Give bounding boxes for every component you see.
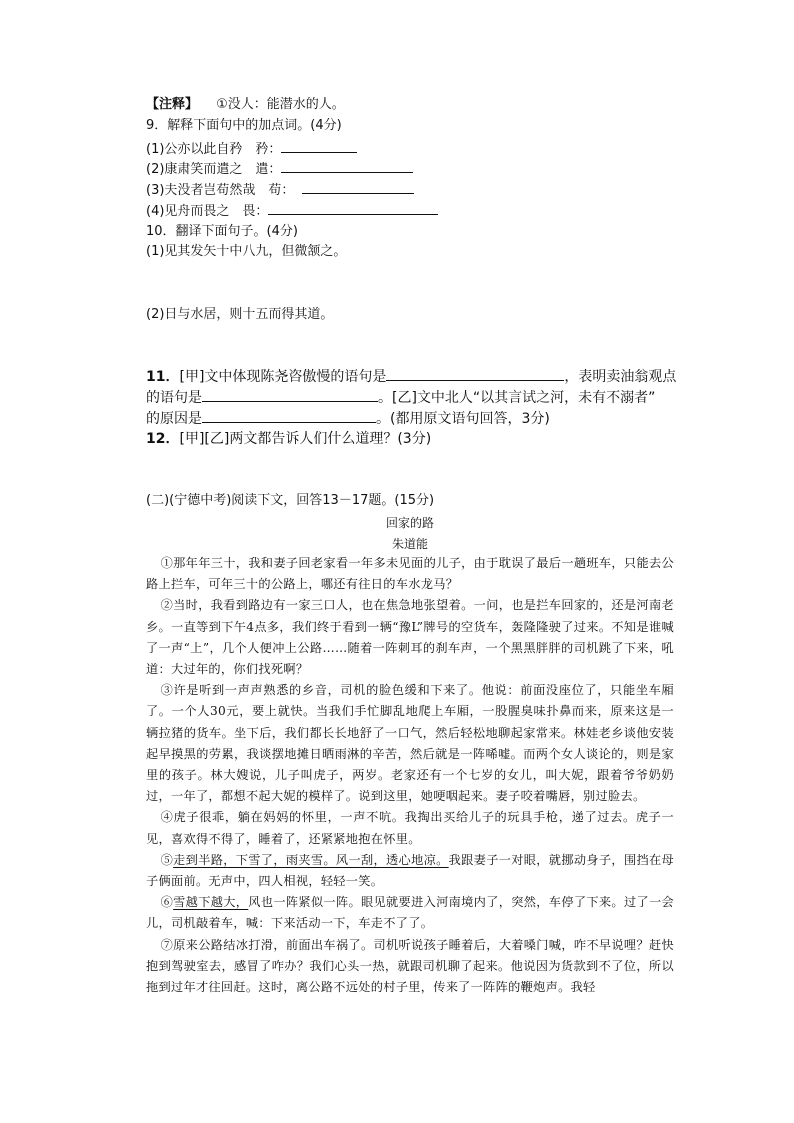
question-12-number: 12． [146,431,180,447]
story-author: 朱道能 [391,537,428,551]
story-paragraph-5: ⑤走到半路，下雪了，雨夹雪。风一刮，透心地凉。我跟妻子一对眼，就挪动身子，围挡在母子俩面前。无声中，四人相视，轻轻一笑。 [146,852,674,889]
story-title: 回家的路 [385,516,434,530]
answer-blank[interactable] [281,139,357,153]
question-9-item-2: (2)康肃笑而遣之 遣： [146,159,413,179]
question-10-item-2: (2)日与水居，则十五而得其道。 [146,307,334,322]
question-9-item-1: (1)公亦以此自矜 矜： [146,139,357,159]
story-paragraph-1: ①那年年三十，我和妻子回老家看一年多未见面的儿子，由于耽误了最后一趟班车，只能去公路上拦车，可年三十的公路上，哪还有往日的车水龙马？ [146,556,674,592]
underlined-sentence: 走到半路，下雪了，雨夹雪。风一刮，透心地凉。 [173,852,449,867]
story-paragraph-6: ⑥雪越下越大，风也一阵紧似一阵。眼见就要进入河南境内了，突然，车停了下来。过了一会儿，司机敲着车，喊：下来活动一下，车走不了了。 [146,895,674,931]
answer-blank[interactable] [281,159,413,173]
underlined-phrase: 雪越下越大， [173,895,249,910]
story-paragraph-3: ③许是听到一声声熟悉的乡音，司机的脸色缓和下来了。他说：前面没座位了，只能坐车厢了。一个人30元，要上就快。当我们手忙脚乱地爬上车厢，一股腥臭味扑鼻而来，原来这是一辆拉猪的货车。坐下后，我们都长长地舒了一口气，然后轻松地聊起家常来。林娃老乡谈他安装起早摸黑的劳累，我谈摆地摊日晒雨淋的辛苦，然后就是一阵唏嘘。而两个女人谈论的，则是家里的孩子。林大嫂说，儿子叫虎子，两岁。老家还有一个七岁的女儿，叫大妮，跟着爷爷奶奶过，一年了，都想不起大妮的模样了。说到这里，她哽咽起来。妻子咬着嘴唇，别过脸去。 [146,683,674,804]
question-11-line-1: 11．[甲]文中体现陈尧咨傲慢的语句是 ，表明卖油翁观点 [146,369,677,385]
story-paragraph-4: ④虎子很乖，躺在妈妈的怀里，一声不吭。我掏出买给儿子的玩具手枪，递了过去。虎子一见，喜欢得不得了，睡着了，还紧紧地抱在怀里。 [146,810,674,846]
answer-blank[interactable] [386,367,564,381]
answer-blank[interactable] [268,201,438,215]
answer-blank[interactable] [202,409,376,423]
question-11-number: 11． [146,369,180,385]
story-body [146,553,674,998]
story-paragraph-7: ⑦原来公路结冰打滑，前面出车祸了。司机听说孩子睡着后，大着嗓门喊，咋不早说哩？赶快抱到驾驶室去，感冒了咋办？我们心头一热，就跟司机聊了起来。他说因为货款到不了位，所以拖到过年才往回赶。这时，离公路不远处的村子里，传来了一阵阵的鞭炮声。我轻 [146,937,674,995]
question-10-item-1: (1)见其发矢十中八九，但微颔之。 [146,244,347,259]
annotation-line [146,95,345,114]
question-10-title: 10．翻译下面句子。(4分) [146,224,298,239]
annotation-text: ①没人：能潜水的人。 [216,97,345,112]
question-11-line-2: 的语句是 。[乙]文中北人“以其言试之河，未有不溺者” [146,390,656,406]
question-12: 12．[甲][乙]两文都告诉人们什么道理？(3分) [146,431,432,447]
annotation-label: 【注释】 [146,97,199,112]
question-11-line-3: 的原因是 。(都用原文语句回答，3分) [146,411,550,427]
question-9-item-3: (3)夫没者岂苟然哉 苟： [146,180,414,200]
section-2-heading: (二)(宁德中考)阅读下文，回答13－17题。(15分) [146,493,435,508]
question-9-title: 9．解释下面句中的加点词。(4分) [146,118,342,133]
question-9-item-4: (4)见舟而畏之 畏： [146,201,438,221]
story-paragraph-2: ②当时，我看到路边有一家三口人，也在焦急地张望着。一问，也是拦车回家的，还是河南老乡。一直等到下午4点多，我们终于看到一辆“豫L”牌号的空货车，轰隆隆驶了过来。不知是谁喊了一声“上”，几个人便冲上公路……随着一阵刺耳的刹车声，一个黑黑胖胖的司机跳了下来，吼道：大过年的，你们找死啊？ [146,598,674,677]
answer-blank[interactable] [302,180,414,194]
answer-blank[interactable] [202,388,378,402]
